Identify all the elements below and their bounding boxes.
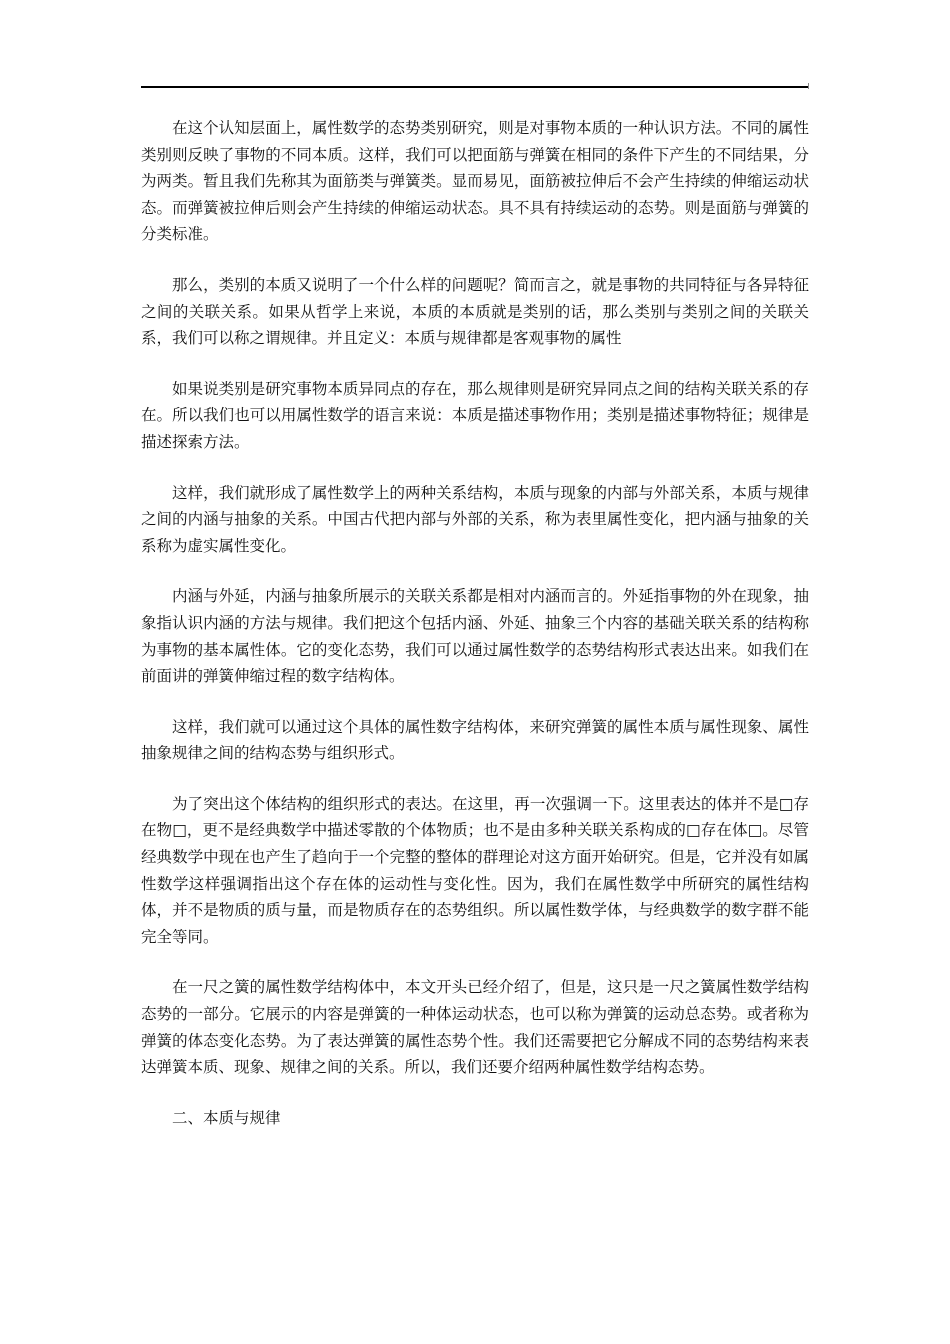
- paragraph-5: 内涵与外延，内涵与抽象所展示的关联关系都是相对内涵而言的。外延指事物的外在现象，抽象指认识内涵的方法与规律。我们把这个包括内涵、外延、抽象三个内容的基础关联关系的结构称为事物的基本属性体。它的变化态势，我们可以通过属性数学的态势结构形式表达出来。如我们在前面讲的弹簧伸缩过程的数字结构体。: [141, 587, 809, 686]
- paragraph-2: 那么，类别的本质又说明了一个什么样的问题呢？简而言之，就是事物的共同特征与各异特征之间的关联关系。如果从哲学上来说，本质的本质就是类别的话，那么类别与类别之间的关联关系，我们可以称之谓规律。并且定义：本质与规律都是客观事物的属性: [141, 275, 809, 348]
- header-rule-end-mark: [808, 83, 809, 89]
- document-body: [141, 115, 809, 1131]
- paragraph-7: 为了突出这个体结构的组织形式的表达。在这里，再一次强调一下。这里表达的体并不是□存在物□，更不是经典数学中描述零散的个体物质；也不是由多种关联关系构成的□存在体□。尽管经典数学中现在也产生了趋向于一个完整的整体的群理论对这方面开始研究。但是，它并没有如属性数学这样强调指出这个存在体的运动性与变化性。因为，我们在属性数学中所研究的属性结构体，并不是物质的质与量，而是物质存在的态势组织。所以属性数学体，与经典数学的数字群不能完全等同。: [141, 794, 809, 946]
- paragraph-3: 如果说类别是研究事物本质异同点的存在，那么规律则是研究异同点之间的结构关联关系的存在。所以我们也可以用属性数学的语言来说：本质是描述事物作用；类别是描述事物特征；规律是描述探索方法。: [141, 379, 809, 451]
- section-heading: 二、本质与规律: [172, 1108, 281, 1127]
- paragraph-6: 这样，我们就可以通过这个具体的属性数字结构体，来研究弹簧的属性本质与属性现象、属性抽象规律之间的结构态势与组织形式。: [141, 717, 809, 763]
- paragraph-4: 这样，我们就形成了属性数学上的两种关系结构，本质与现象的内部与外部关系，本质与规律之间的内涵与抽象的关系。中国古代把内部与外部的关系，称为表里属性变化，把内涵与抽象的关系称为虚实属性变化。: [141, 483, 809, 555]
- header-rule: [141, 86, 808, 88]
- paragraph-1: 在这个认知层面上，属性数学的态势类别研究，则是对事物本质的一种认识方法。不同的属性类别则反映了事物的不同本质。这样，我们可以把面筋与弹簧在相同的条件下产生的不同结果，分为两类。暂且我们先称其为面筋类与弹簧类。显而易见，面筋被拉伸后不会产生持续的伸缩运动状态。而弹簧被拉伸后则会产生持续的伸缩运动状态。具不具有持续运动的态势。则是面筋与弹簧的分类标准。: [141, 119, 809, 244]
- paragraph-8: 在一尺之簧的属性数学结构体中，本文开头已经介绍了，但是，这只是一尺之簧属性数学结构态势的一部分。它展示的内容是弹簧的一种体运动状态，也可以称为弹簧的运动总态势。或者称为弹簧的体态变化态势。为了表达弹簧的属性态势个性。我们还需要把它分解成不同的态势结构来表达弹簧本质、现象、规律之间的关系。所以，我们还要介绍两种属性数学结构态势。: [141, 978, 809, 1077]
